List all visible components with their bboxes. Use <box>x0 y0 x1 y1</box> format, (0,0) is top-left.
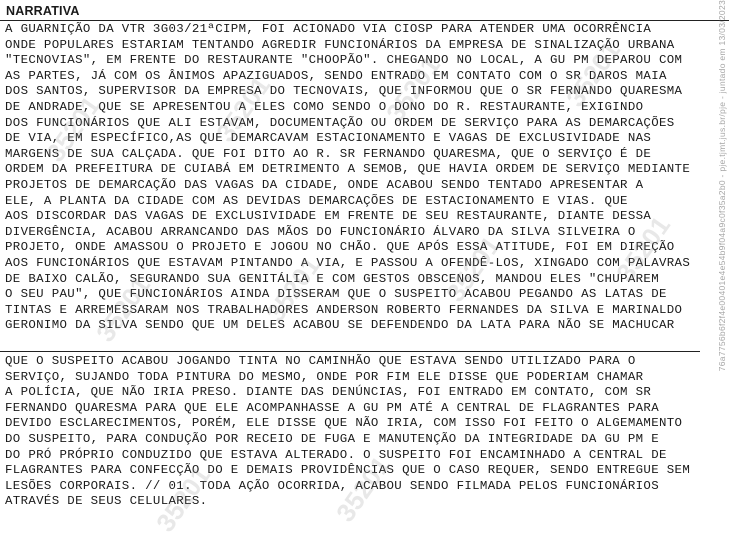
narrative-line: DE ANDRADE, QUE SE APRESENTOU A ELES COMO SENDO O DONO DO R. RESTAURANTE, EXIGINDO <box>5 99 644 114</box>
narrative-line: PROJETO, ONDE AMASSOU O PROJETO E JOGOU NO CHÃO. QUE APÓS ESSA ATITUDE, FOI EM DIREÇÃO <box>5 240 675 255</box>
narrative-line: O SEU PAU", QUE FUNCIONÁRIOS AINDA DISSERAM QUE O SUSPEITO ACABOU PEGANDO AS LATAS DE <box>5 287 667 302</box>
narrative-line: DOS FUNCIONÁRIOS QUE ALI ESTAVAM, DOCUMENTAÇÃO OU ORDEM DE SERVIÇO PARA AS DEMARCAÇÕES <box>5 115 675 130</box>
narrative-line: QUE O SUSPEITO ACABOU JOGANDO TINTA NO CAMINHÃO QUE ESTAVA SENDO UTILIZADO PARA O <box>5 354 636 368</box>
narrative-line: ORDEM DA PREFEITURA DE CUIABÁ EM DETRIMENTO A SEMOB, QUE HAVIA ORDEM DE SERVIÇO MEDIANTE <box>5 162 691 177</box>
watermark-text: 35201 <box>610 210 677 288</box>
narrative-line: GERONIMO DA SILVA SENDO QUE UM DELES ACABOU SE DEFENDENDO DA LATA PARA NÃO SE MACHUCAR <box>5 318 675 333</box>
narrative-line: MARGENS DE SUA CALÇADA. QUE FOI DITO AO R. SR FERNANDO QUARESMA, QUE O SERVIÇO É DE <box>5 146 652 161</box>
narrative-line: "TECNOVIAS", EM FRENTE DO RESTAURANTE "CHOOPÃO". CHEGANDO NO LOCAL, A GU PM DEPAROU COM <box>5 53 683 68</box>
narrative-section-1 <box>5 22 695 334</box>
watermark-text: 35201 <box>560 35 627 113</box>
narrative-line: DE BAIXO CALÃO, SEGURANDO SUA GENITÁLIA E COM GESTOS OBSCENOS, MANDOU ELES "CHUPAREM <box>5 271 659 286</box>
watermark-text: 35201 <box>330 450 397 528</box>
narrative-line: DO SUSPEITO, PARA CONDUÇÃO POR RECEIO DE FUGA E MANUTENÇÃO DA INTEGRIDADE DA GU PM E <box>5 431 659 446</box>
watermark-text: 35201 <box>210 70 277 148</box>
narrative-line: LESÕES CORPORAIS. // 01. TODA AÇÃO OCORRIDA, ACABOU SENDO FILMADA PELOS FUNCIONÁRIOS <box>5 478 659 493</box>
narrative-line: ATRAVÉS DE SEUS CELULARES. <box>5 494 208 509</box>
narrative-line: ONDE POPULARES ESTARIAM TENTANDO AGREDIR FUNCIONÁRIOS DA EMPRESA DE SINALIZAÇÃO URBANA <box>5 37 675 52</box>
narrative-section-2 <box>5 354 695 510</box>
watermark-text: 35201 <box>380 50 447 128</box>
narrative-line: A POLÍCIA, QUE NÃO IRIA PRESO. DIANTE DAS DENÚNCIAS, FOI ENTRADO EM CONTATO, COM SR <box>5 385 652 400</box>
narrative-line: DE VIA, EM ESPECÍFICO,AS QUE DEMARCAVAM ESTACIONAMENTO E VAGAS DE EXCLUSIVIDADE NAS <box>5 131 652 146</box>
watermark-text: 35201 <box>440 230 507 308</box>
narrative-line: A GUARNIÇÃO DA VTR 3G03/21ªCIPM, FOI ACIONADO VIA CIOSP PARA ATENDER UMA OCORRÊNCIA <box>5 22 652 36</box>
watermark-text: 35201 <box>260 250 327 328</box>
narrative-line: DIVERGÊNCIA, ACABOU ARRANCANDO DAS MÃOS DO FUNCIONÁRIO ÁLVARO DA SILVA SILVEIRA O <box>5 224 636 239</box>
narrative-section-2-clip <box>0 352 729 528</box>
narrative-line: AOS DISCORDAR DAS VAGAS DE EXCLUSIVIDADE EM FRENTE DE SEU RESTAURANTE, DIANTE DESSA <box>5 209 652 224</box>
narrative-line: FERNANDO QUARESMA PARA QUE ELE ACOMPANHASSE A GU PM ATÉ A CENTRAL DE FLAGRANTES PARA <box>5 400 659 415</box>
narrative-line: DO PRÓ PRÓPRIO CONDUZIDO QUE ESTAVA ALTERADO. O SUSPEITO FOI ENCAMINHADO A CENTRAL DE <box>5 447 667 462</box>
narrative-line: FLAGRANTES PARA CONFECÇÃO DO E DEMAIS PROVIDÊNCIAS QUE O CASO REQUER, SENDO ENTREGUE SEM <box>5 463 691 478</box>
side-authentication-stamp: 76a7756b6f2f4e00401e4e54b9f04a9c0f35a2b0 - pje.tjmt.jus.br/pje - juntado em 13/03/2023 <box>717 0 727 372</box>
narrative-line: TINTAS E ARREMESSARAM NOS TRABALHADORES ANDERSON ROBERTO FERNANDES DA SILVA E MARINALDO <box>5 302 683 317</box>
narrative-line: DOS SANTOS, SUPERVISOR DA EMPRESA DO TECNOVAIS, QUE INFORMOU QUE O SR FERNANDO QUARESMA <box>5 84 683 99</box>
narrative-line: SERVIÇO, SUJANDO TODA PINTURA DO MESMO, ONDE POR FIM ELE DISSE QUE PODERIAM CHAMAR <box>5 369 644 384</box>
narrative-heading: NARRATIVA <box>6 4 80 18</box>
narrative-line: DEVIDO ESCLARECIMENTOS, PORÉM, ELE DISSE QUE NÃO IRIA, COM ISSO FOI FEITO O ALGEMAMENTO <box>5 416 683 431</box>
watermark-text: 35201 <box>90 270 157 348</box>
narrative-line: AS PARTES, JÁ COM OS ÂNIMOS APAZIGUADOS, SENDO ENTRADO EM CONTATO COM O SR DAROS MAIA <box>5 68 667 83</box>
narrative-line: PROJETOS DE DEMARCAÇÃO DAS VAGAS DA CIDADE, ONDE ACABOU SENDO TENTADO APRESENTAR A <box>5 177 644 192</box>
narrative-line: AOS FUNCIONÁRIOS QUE ESTAVAM PINTANDO A VIA, E PASSOU A OFENDÊ-LOS, XINGADO COM PALAVRAS <box>5 255 691 270</box>
watermark-text: 35201 <box>40 90 107 168</box>
narrative-line: ELE, A PLANTA DA CIDADE COM AS DEVIDAS DEMARCAÇÕES DE ESTACIONAMENTO E VIAS. QUE <box>5 193 628 208</box>
watermark-text: 35201 <box>150 460 217 538</box>
